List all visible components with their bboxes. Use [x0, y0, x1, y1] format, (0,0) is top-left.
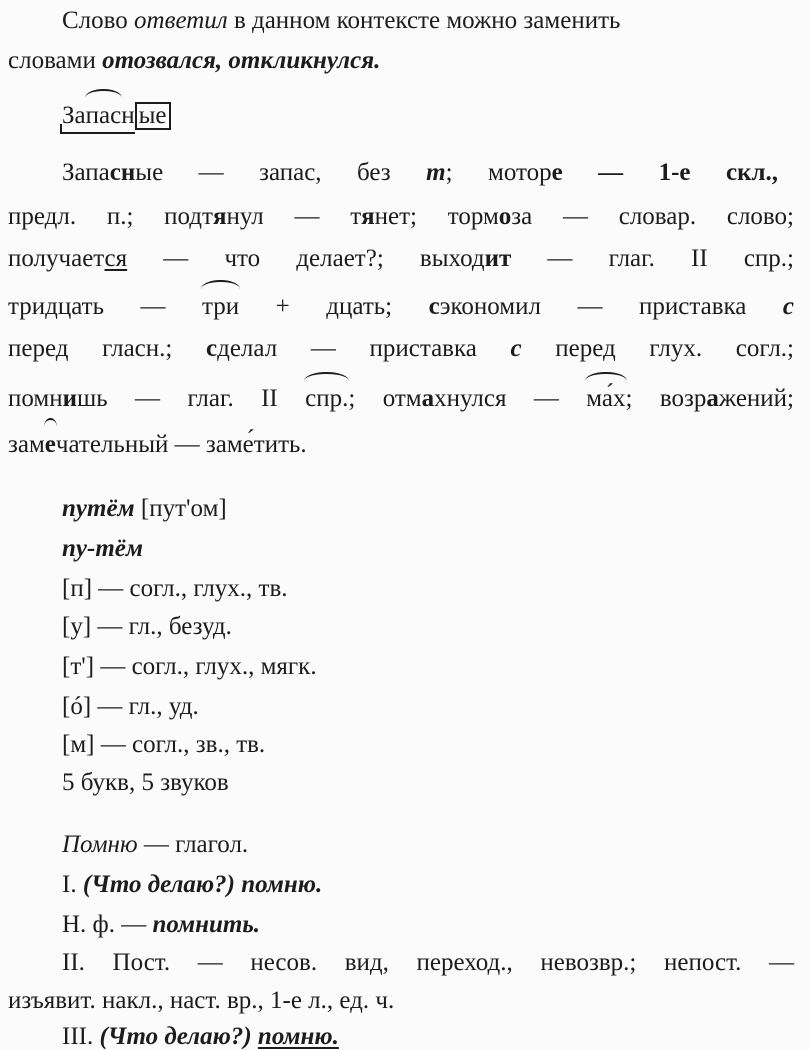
t: ; мото [445, 159, 540, 186]
analysis-line-1 [62, 160, 778, 185]
t-bold: я [212, 203, 227, 230]
text: словами [8, 47, 96, 74]
t: жений; [718, 385, 794, 412]
t: е — 1-е скл., [551, 159, 778, 186]
t-underlined: ся [104, 245, 128, 272]
t: за — словар. слово; [511, 203, 794, 230]
t-italic: (Что делаю?) [82, 871, 236, 898]
ending: ые [135, 102, 171, 130]
morpheme-parse [62, 102, 171, 130]
sound-line: [т'] — согл., глух., мягк. [62, 653, 317, 680]
sound-line: [ó] — гл., уд. [62, 693, 199, 720]
transcription: [пут'ом] [140, 495, 227, 522]
morph-point-1 [62, 872, 322, 897]
phonetic-heading [62, 496, 227, 521]
analysis-line-5 [8, 336, 794, 361]
t-root: ма́х [586, 385, 626, 412]
t: предл. п.; подт [8, 203, 213, 230]
t: чательный — заме́тить. [55, 431, 307, 458]
t-root: три [202, 293, 240, 320]
t: перед глух. согл.; [521, 335, 794, 362]
t-bold: сн [109, 159, 136, 186]
t-italic: Помню [62, 831, 138, 858]
phonetic-word: путём [62, 495, 135, 522]
base-bracket [60, 124, 135, 134]
t: ые — запас, без [135, 159, 427, 186]
sound-summary: 5 букв, 5 звуков [62, 769, 229, 796]
t-italic: помню. [241, 871, 323, 898]
t: нул — т [226, 203, 362, 230]
t-bold: ит [484, 245, 512, 272]
sound-line: [п] — согл., глух., тв. [62, 575, 288, 602]
t: — глаг. II спр.; [511, 245, 794, 272]
t: экономил — приставка [439, 293, 783, 320]
t-bold: я [361, 203, 375, 230]
t-bold: с [428, 293, 440, 320]
intro-line-1 [62, 8, 620, 33]
t: ; возр [625, 385, 707, 412]
analysis-line-7 [8, 432, 307, 457]
t: III. [62, 1023, 100, 1050]
t-bold: с [206, 335, 218, 362]
t-bold: с [782, 293, 795, 320]
t-root: спр. [305, 385, 349, 412]
t-bold: т [426, 159, 446, 186]
analysis-line-4 [8, 294, 794, 319]
t: шь — глаг. II [77, 385, 306, 412]
t: нет; торм [374, 203, 499, 230]
analysis-line-2 [8, 204, 794, 229]
t: ; отм [348, 385, 422, 412]
sound-line: [м] — согл., зв., тв. [62, 731, 266, 758]
italic-word: ответил [134, 7, 228, 34]
italic-words: отозвался, откликнулся. [102, 47, 381, 74]
t: тридцать — [8, 293, 203, 320]
t: — что делает?; выход [127, 245, 485, 272]
text: в данном контексте можно заменить [233, 7, 621, 34]
t: р [539, 159, 552, 186]
t-bold: о [498, 203, 512, 230]
word-base [62, 103, 135, 128]
root: пас [85, 102, 122, 129]
t-bold: с [510, 335, 522, 362]
t-bold-root: е [44, 431, 56, 458]
t-bold: и [62, 385, 78, 412]
text: Слово [62, 7, 128, 34]
prefix: За [62, 102, 86, 129]
t-italic: (Что делаю?) [99, 1023, 252, 1050]
morph-point-4 [62, 1024, 339, 1049]
morph-point-3: II. Пост. — несов. вид, переход., невозвр.; непост. — [62, 949, 794, 976]
t: помн [8, 385, 63, 412]
morph-point-2 [62, 912, 260, 937]
analysis-line-6 [8, 386, 794, 411]
t-bold: а [706, 385, 719, 412]
t: зам [8, 431, 45, 458]
syllables: пу-тём [62, 535, 143, 562]
sound-line: [у] — гл., безуд. [62, 613, 232, 640]
t-bold: а [421, 385, 435, 412]
t: I. [62, 871, 83, 898]
t: перед гласн.; [8, 335, 206, 362]
t: + дцать; [239, 293, 429, 320]
morph-title [62, 832, 248, 857]
t: хнулся — [434, 385, 587, 412]
suffix: н [121, 102, 135, 129]
analysis-line-3 [8, 246, 794, 271]
t: получает [8, 245, 105, 272]
t-italic-underlined: помню. [257, 1023, 339, 1050]
t: Запа [62, 159, 110, 186]
intro-line-2 [8, 48, 380, 73]
t: — глагол. [137, 831, 249, 858]
morph-point-3-cont: изъявит. накл., наст. вр., 1-е л., ед. ч. [8, 987, 395, 1014]
t: Н. ф. — [62, 911, 153, 938]
t: делал — приставка [217, 335, 511, 362]
t-italic: помнить. [152, 911, 260, 938]
